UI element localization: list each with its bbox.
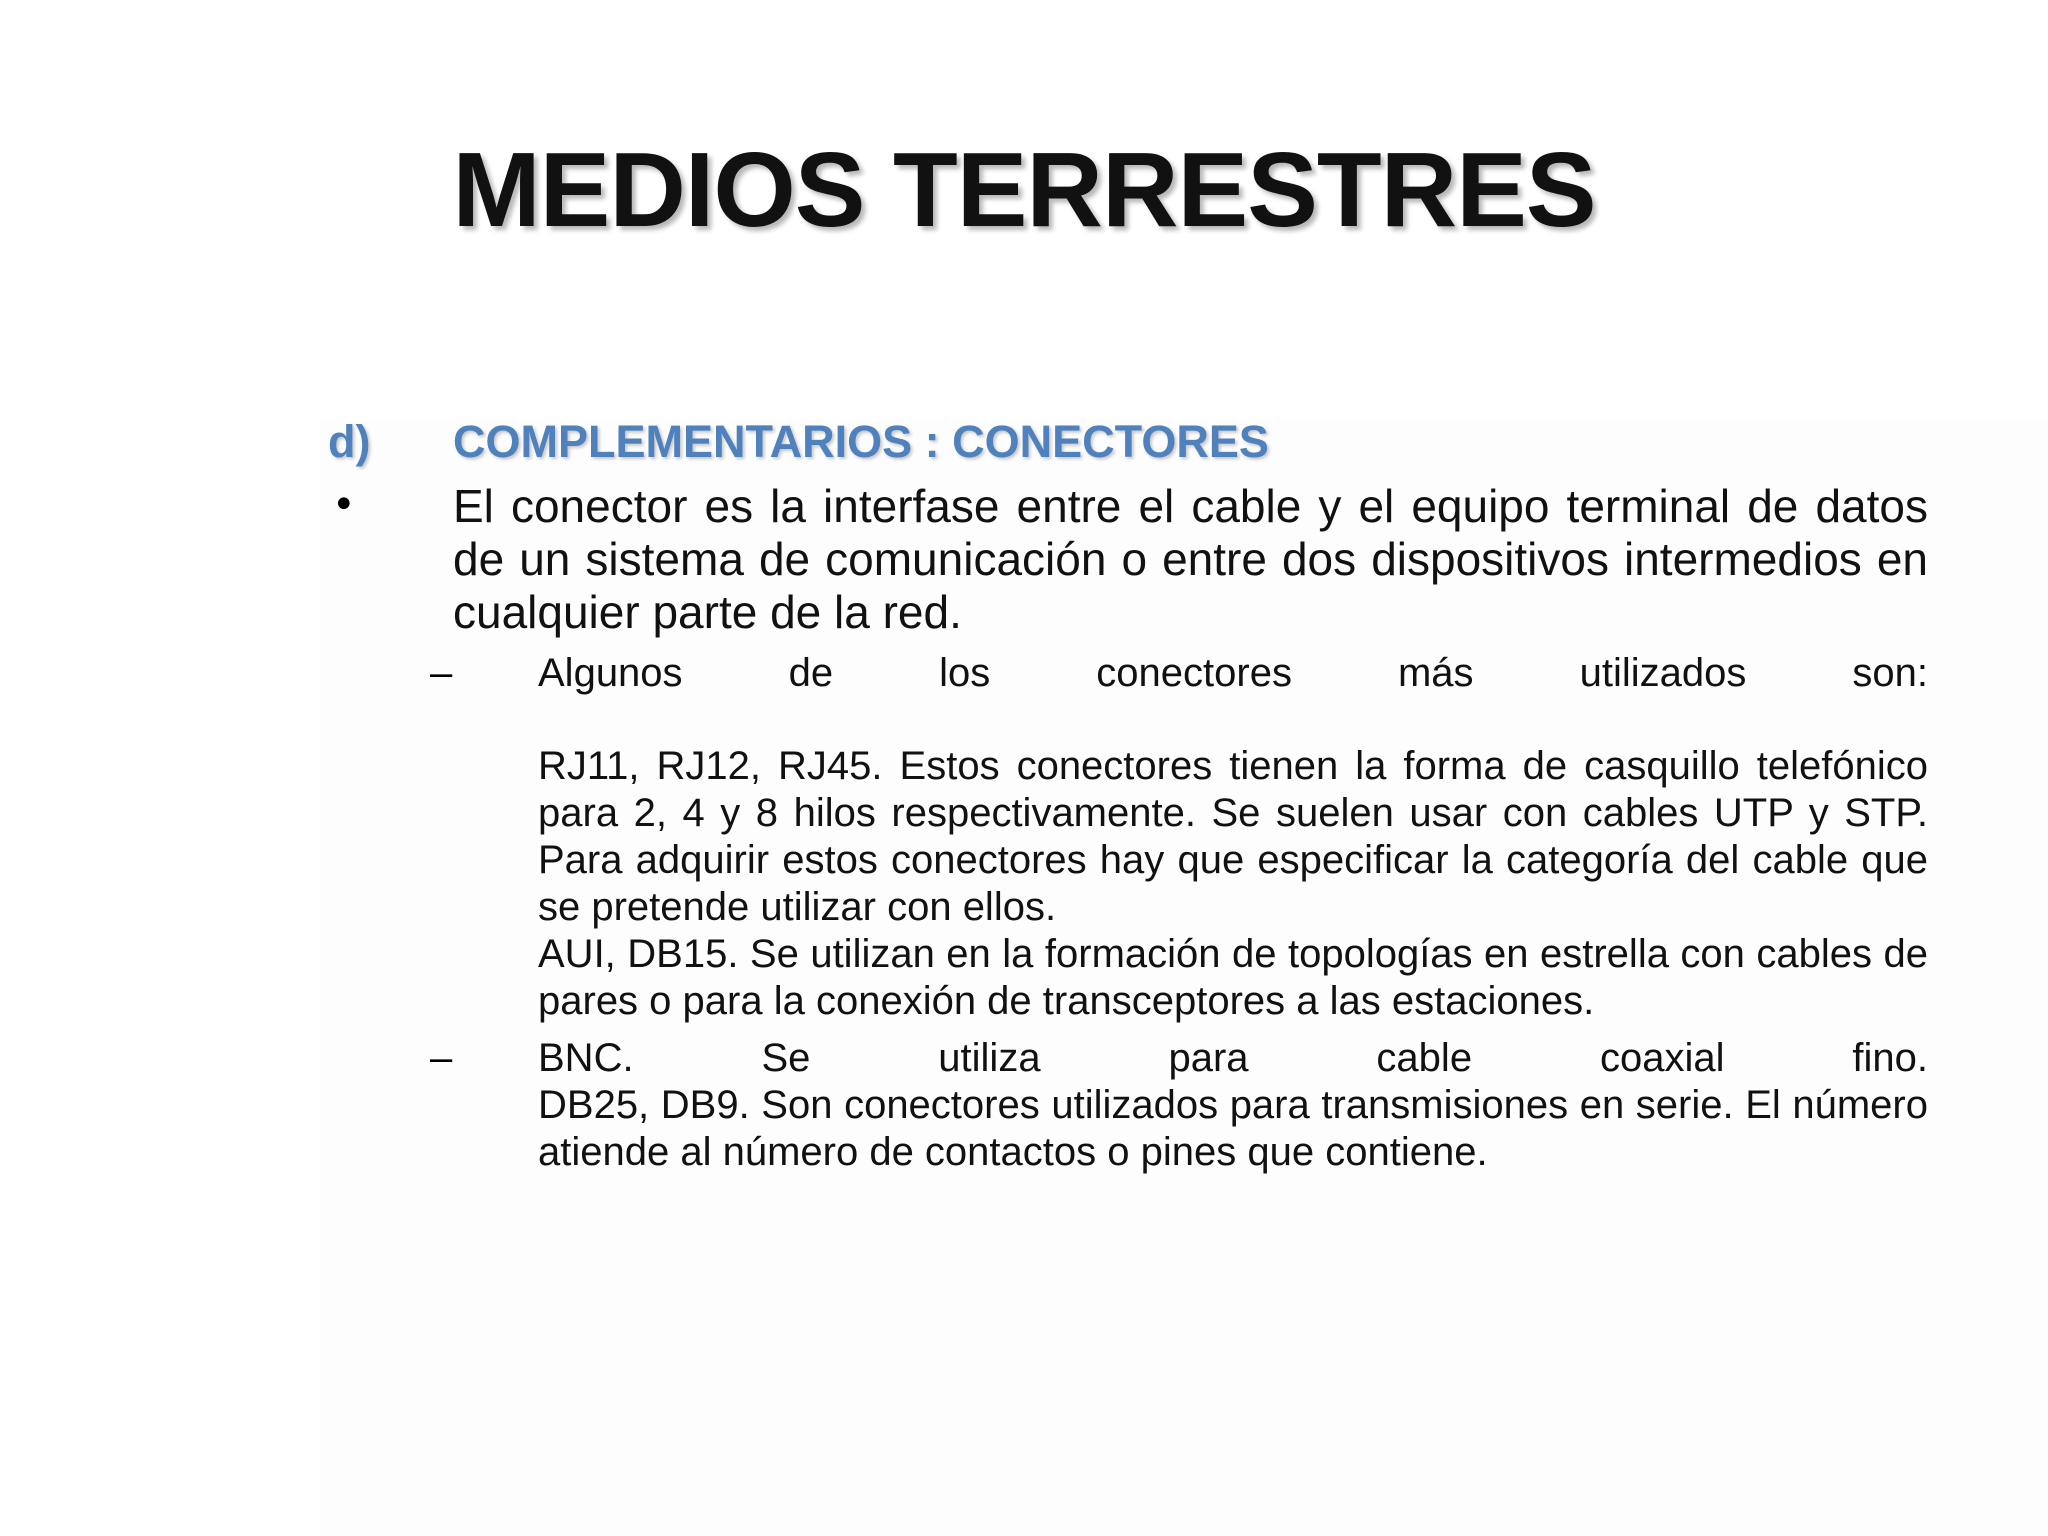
spacer (538, 697, 1928, 743)
sub-item-body (538, 1035, 1928, 1176)
section-heading (328, 416, 1928, 476)
sub-item-body (538, 650, 1928, 1025)
sub-item-intro: Algunos de los conectores más utilizados son: (538, 651, 1928, 695)
sub-item-paragraph: AUI, DB15. Se utilizan en la formación de topologías en estrella con cables de pares o para la conexión de transceptores a las estaciones. (538, 932, 1928, 1023)
bullet-text: El conector es la interfase entre el cable y el equipo terminal de datos de un sistema de comunicación o entre dos dispositivos intermedios en cualquier parte de la red. (453, 480, 1928, 638)
dash-marker: – (430, 1036, 453, 1080)
heading-text: COMPLEMENTARIOS : CONECTORES (453, 416, 1269, 467)
bullet-marker: • (332, 482, 356, 528)
sub-item-paragraph: RJ11, RJ12, RJ45. Estos conectores tienen la forma de casquillo telefónico para 2, 4 y 8 hilos respectivamente. Se suelen usar con cables UTP y STP. Para adquirir estos conectores hay que especificar la categoría del cable que se pretende utilizar con ellos. (538, 744, 1928, 929)
heading-marker: d) (328, 416, 371, 467)
sub-item-paragraph: DB25, DB9. Son conectores utilizados para transmisiones en serie. El número atiende al número de contactos o pines que contiene. (538, 1083, 1928, 1174)
dash-marker: – (430, 651, 453, 695)
sub-item-intro: BNC. Se utiliza para cable coaxial fino. (538, 1036, 1928, 1080)
slide-title: MEDIOS TERRESTRES (452, 131, 1596, 249)
